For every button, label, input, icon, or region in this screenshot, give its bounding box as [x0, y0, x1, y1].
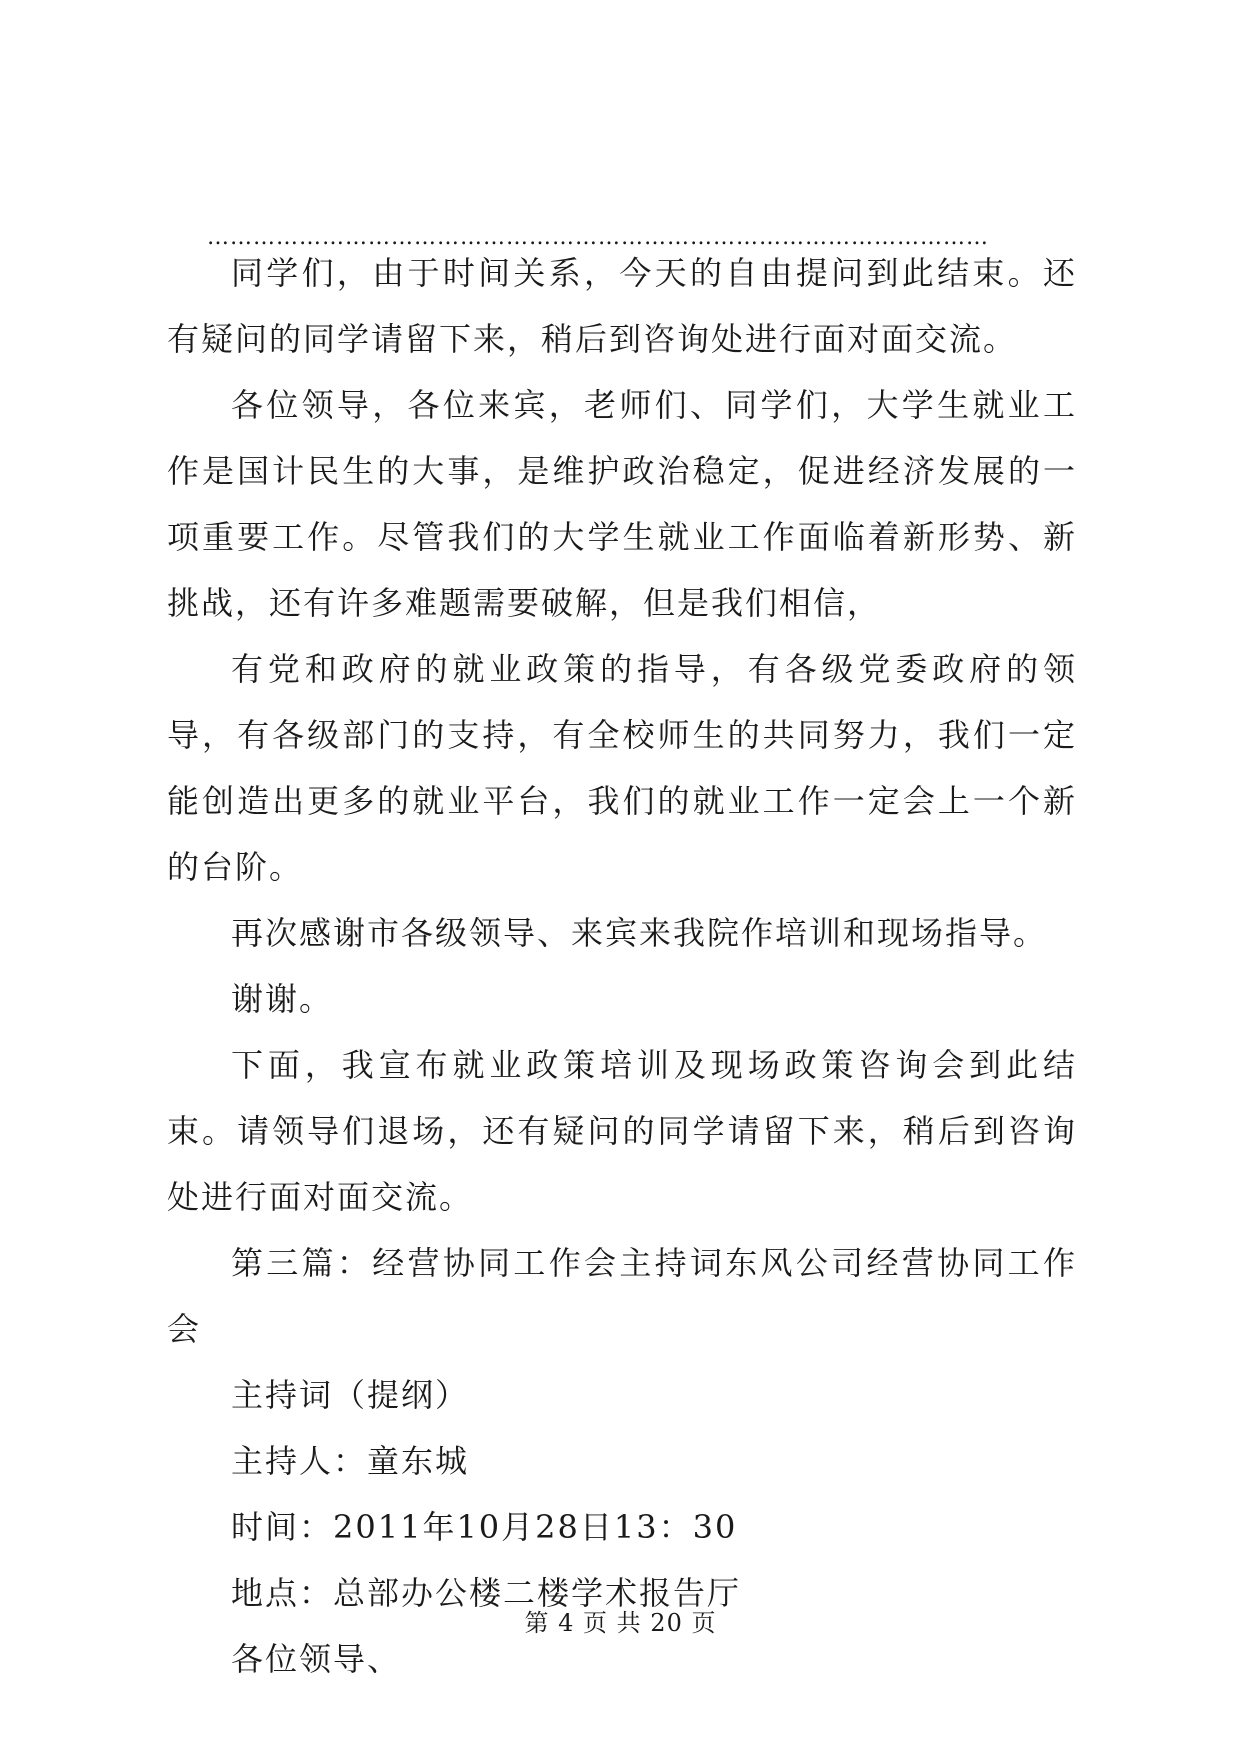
- divider-dots: …………………………………………………………………………………………: [207, 228, 989, 248]
- paragraph: 主持词（提纲）: [231, 1376, 470, 1414]
- paragraph: 谢谢。: [231, 980, 334, 1018]
- page-number-footer: 第 4 页 共 20 页: [524, 1609, 717, 1637]
- paragraph: 各位领导，各位来宾，老师们、同学们，大学生就业工作是国计民生的大事，是维护政治稳定，促进经济发展的一项重要工作。尽管我们的大学生就业工作面临着新形势、新挑战，还有许多难题需要破解，但是我们相信，: [167, 386, 1077, 622]
- section-heading: 第三篇：经营协同工作会主持词东风公司经营协同工作会: [167, 1244, 1077, 1348]
- document-body: [167, 240, 1077, 1692]
- paragraph: 各位领导、: [231, 1640, 402, 1678]
- paragraph: 再次感谢市各级领导、来宾来我院作培训和现场指导。: [231, 914, 1048, 952]
- paragraph: 有党和政府的就业政策的指导，有各级党委政府的领导，有各级部门的支持，有全校师生的共同努力，我们一定能创造出更多的就业平台，我们的就业工作一定会上一个新的台阶。: [167, 650, 1077, 886]
- paragraph: 同学们，由于时间关系，今天的自由提问到此结束。还有疑问的同学请留下来，稍后到咨询处进行面对面交流。: [167, 254, 1077, 358]
- paragraph: 下面，我宣布就业政策培训及现场政策咨询会到此结束。请领导们退场，还有疑问的同学请留下来，稍后到咨询处进行面对面交流。: [167, 1046, 1077, 1216]
- location-line: 地点：总部办公楼二楼学术报告厅: [231, 1574, 742, 1612]
- host-line: 主持人：童东城: [231, 1442, 470, 1480]
- time-line: 时间：2011年10月28日13：30: [231, 1508, 738, 1546]
